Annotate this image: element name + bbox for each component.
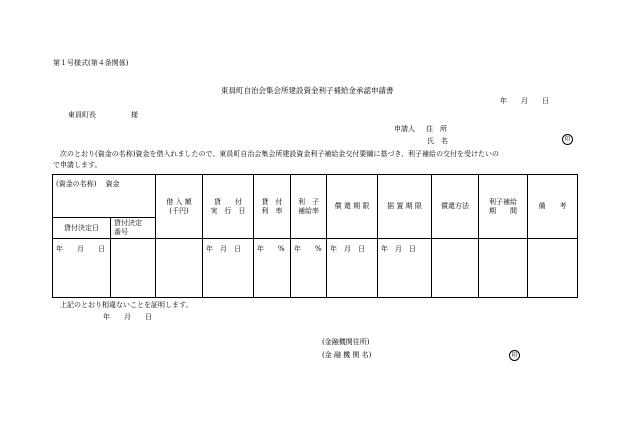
- subsidy-rate-cell: 年 %: [291, 239, 327, 298]
- grace-period-header: 据 置 期 限: [378, 175, 432, 239]
- certification-date: 年 月 日: [103, 313, 152, 321]
- form-number: 第１号様式(第４条関係): [53, 59, 129, 67]
- bank-address-label: (金融機関住所): [322, 338, 370, 346]
- loan-rate-header: 貸 付 利 率: [254, 175, 291, 239]
- grace-period-cell: 年 月 日: [378, 239, 432, 298]
- repayment-method-header: 償還方法: [432, 175, 479, 239]
- repayment-period-cell: 年 月 日: [327, 239, 378, 298]
- applicant-seal-icon: 印: [562, 134, 573, 145]
- bank-seal-icon: 印: [509, 350, 520, 361]
- certification-text: 上記のとおり相違ないことを証明します。: [53, 301, 193, 309]
- loan-execution-date-header: 貸 付 実 行 日: [203, 175, 254, 239]
- fund-name-cell: (資金の名称) 資金: [53, 175, 156, 218]
- repayment-method-cell: [432, 239, 479, 298]
- loan-amount-cell: [156, 239, 203, 298]
- applicant-address-label: 住 所: [426, 125, 447, 133]
- loan-decision-date-header: 貸付決定日: [53, 218, 111, 239]
- applicant-name-label: 氏 名: [427, 137, 448, 145]
- loan-decision-number-header: 貸付決定 番号: [111, 218, 156, 239]
- subsidy-period-cell: [479, 239, 528, 298]
- applicant-label: 申請人: [394, 125, 415, 133]
- loan-rate-cell: 年 %: [254, 239, 291, 298]
- addressee: 東員町長 様: [68, 111, 138, 119]
- remarks-header: 備 考: [528, 175, 578, 239]
- loan-details-table: [52, 174, 578, 298]
- repayment-period-header: 償 還 期 限: [327, 175, 378, 239]
- decision-number-cell: [111, 239, 156, 298]
- intro-text-line2: で申請します。: [53, 161, 102, 169]
- loan-amount-header: 借 入 額 (千円): [156, 175, 203, 239]
- bank-name-label: (金 融 機 関 名): [322, 351, 372, 359]
- subsidy-period-header: 利子補給 期 間: [479, 175, 528, 239]
- application-date: 年 月 日: [500, 97, 549, 105]
- subsidy-rate-header: 利 子 補給率: [291, 175, 327, 239]
- execution-date-cell: 年 月 日: [203, 239, 254, 298]
- decision-date-cell: 年 月 日: [53, 239, 111, 298]
- document-title: 東員町自治会集会所建設資金利子補給金承認申請書: [221, 86, 394, 95]
- intro-text-line1: 次のとおり(資金の名称)資金を借入れましたので、東員町自治会集会所建設資金利子補給金交付要綱に基づき、利子補給の交付を受けたいの: [53, 150, 500, 158]
- remarks-cell: [528, 239, 578, 298]
